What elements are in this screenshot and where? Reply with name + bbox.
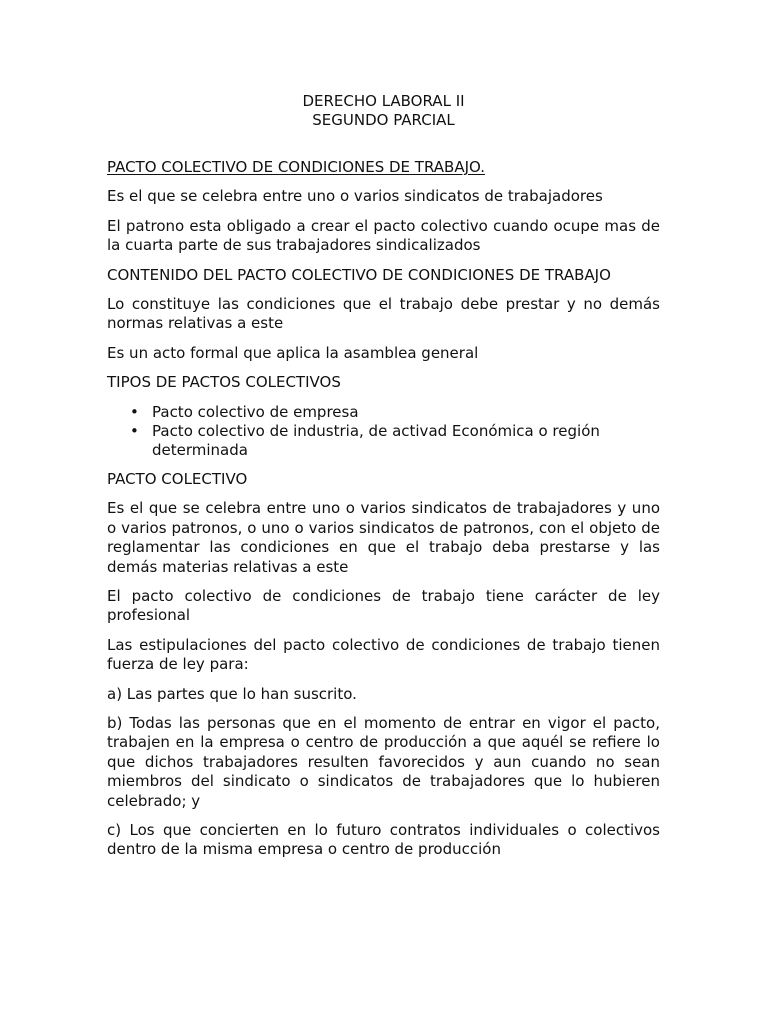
paragraph-contenido: Lo constituye las condiciones que el trabajo debe prestar y no demás normas relativas a este [107, 295, 660, 333]
paragraph-acto-formal: Es un acto formal que aplica la asamblea general [107, 343, 479, 362]
paragraph-ley-profesional: El pacto colectivo de condiciones de trabajo tiene carácter de ley profesional [107, 586, 660, 625]
list-item-text: Pacto colectivo de empresa [152, 402, 359, 421]
bullet-icon: • [130, 402, 139, 421]
list-item [130, 402, 660, 422]
list-item-c: c) Los que concierten en lo futuro contratos individuales o colectivos dentro de la misma empresa o centro de producción [107, 820, 660, 859]
paragraph-estipulaciones: Las estipulaciones del pacto colectivo de condiciones de trabajo tienen fuerza de ley para: [107, 635, 660, 674]
section-heading-pacto-colectivo: PACTO COLECTIVO [107, 469, 248, 488]
paragraph-pacto-definicion: Es el que se celebra entre uno o varios sindicatos de trabajadores y uno o varios patronos, o uno o varios sindicatos de patronos, con el objeto de reglamentar las condiciones en que el trabajo deba prestarse y las demás materias relativas a este [107, 499, 660, 576]
list-item-a: a) Las partes que lo han suscrito. [107, 684, 357, 703]
paragraph-obligacion-patrono: El patrono esta obligado a crear el pacto colectivo cuando ocupe mas de la cuarta parte de sus trabajadores sindicalizados [107, 216, 660, 255]
list-item-text: Pacto colectivo de industria, de activad Económica o región determinada [152, 422, 600, 460]
document-subtitle: SEGUNDO PARCIAL [312, 111, 455, 129]
document-title: DERECHO LABORAL II [302, 92, 465, 110]
section-heading-tipos: TIPOS DE PACTOS COLECTIVOS [107, 373, 341, 392]
list-item [130, 422, 660, 461]
document-header [107, 92, 660, 130]
tipos-list [107, 403, 660, 461]
paragraph-definicion: Es el que se celebra entre uno o varios sindicatos de trabajadores [107, 187, 603, 206]
section-heading-contenido: CONTENIDO DEL PACTO COLECTIVO DE CONDICIONES DE TRABAJO [107, 265, 611, 284]
section-heading-pacto-condiciones: PACTO COLECTIVO DE CONDICIONES DE TRABAJO. [107, 158, 485, 176]
list-item-b: b) Todas las personas que en el momento de entrar en vigor el pacto, trabajen en la empresa o centro de producción a que aquél se refiere lo que dichos trabajadores resulten favorecidos y aun cuando no sean miembros del sindicato o sindicatos de trabajadores que lo hubieren celebrado; y [107, 713, 660, 810]
document-page [107, 92, 660, 870]
bullet-icon: • [130, 422, 139, 441]
